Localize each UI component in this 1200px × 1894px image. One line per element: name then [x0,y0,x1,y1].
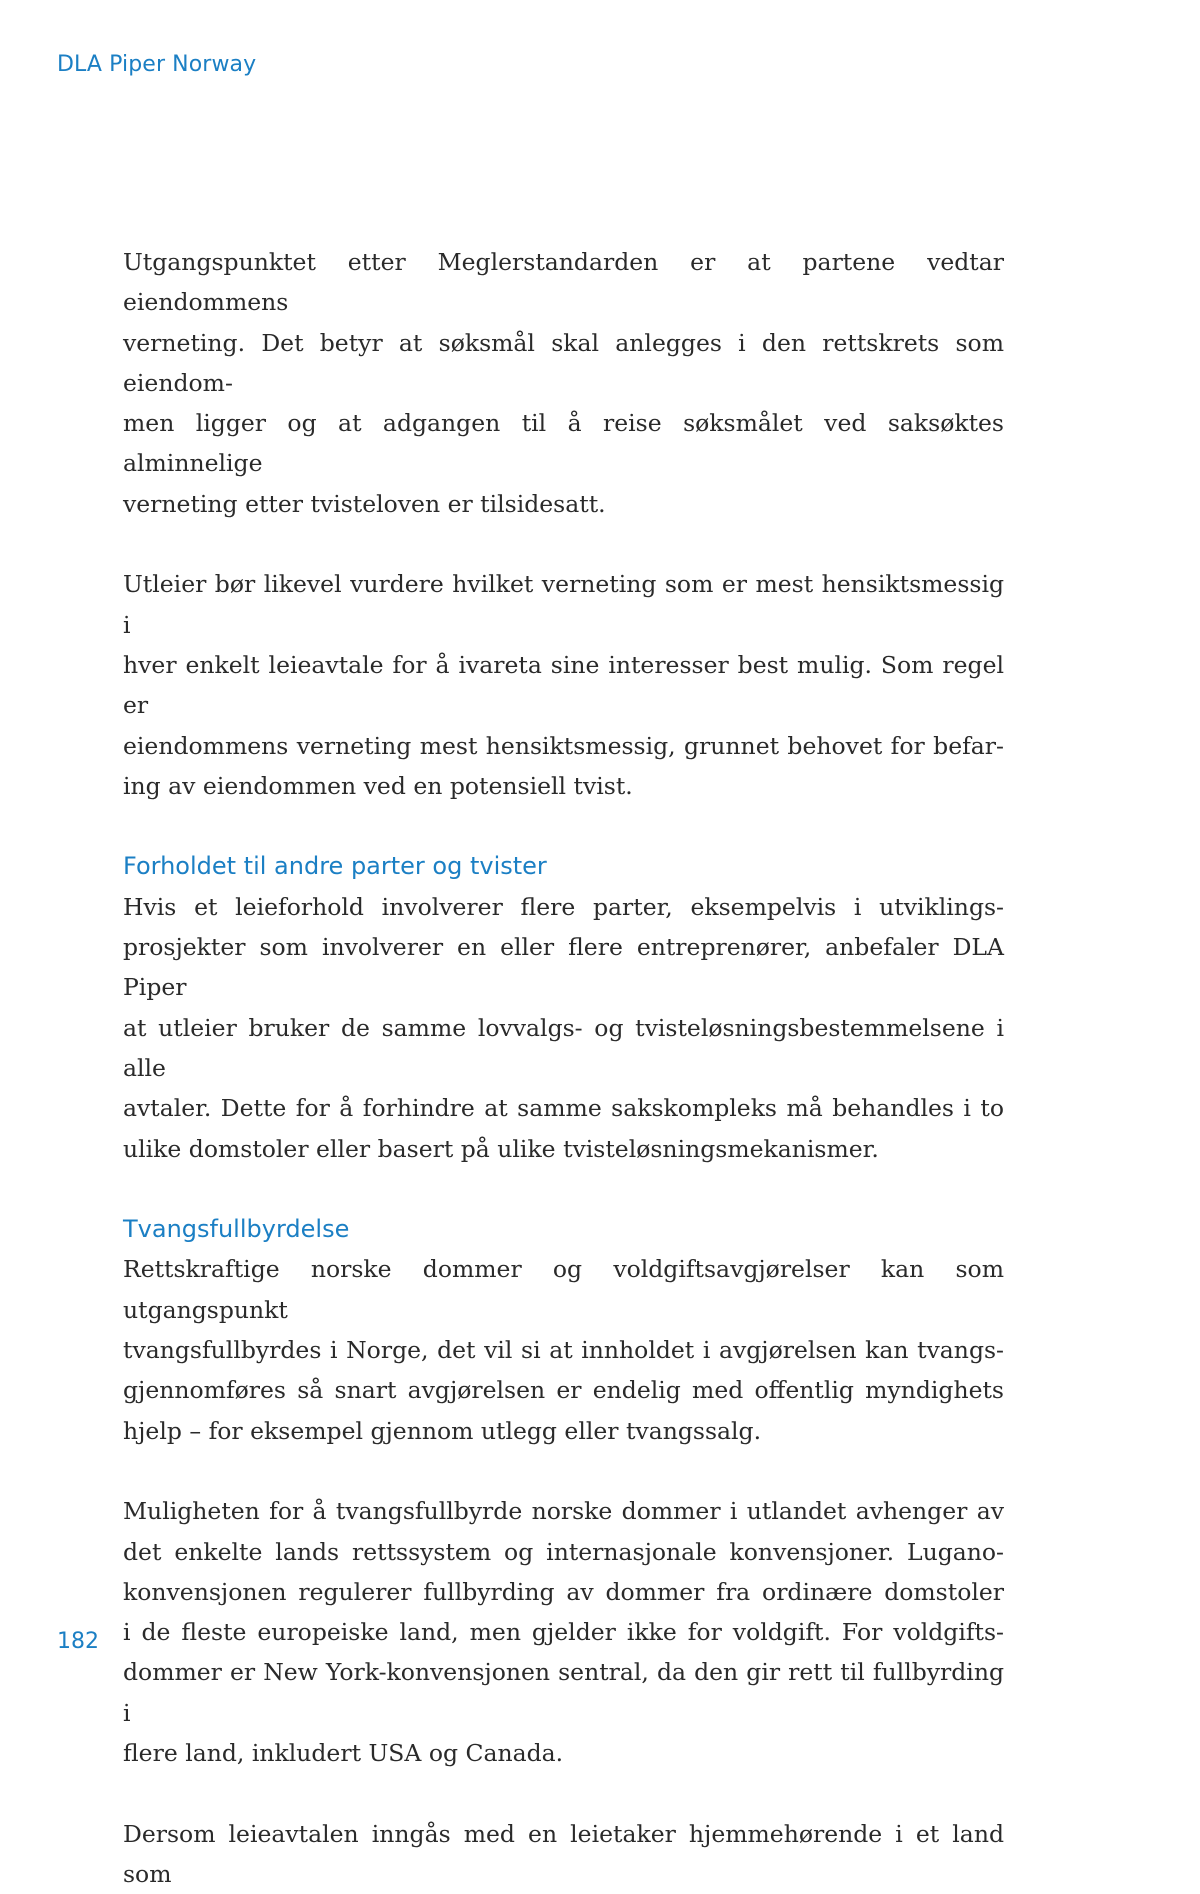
paragraph-gap [123,1773,1004,1813]
text-line: men ligger og at adgangen til å reise søksmålet ved saksøktes alminnelige [123,409,1004,478]
body-text [123,242,1004,1894]
text-line: i de fleste europeiske land, men gjelder ikke for voldgift. For voldgifts- [123,1618,1004,1647]
text-line: Rettskraftige norske dommer og voldgiftsavgjørelser kan som utgangspunkt [123,1255,1004,1324]
text-line: verneting. Det betyr at søksmål skal anlegges i den rettskrets som eiendom- [123,328,1004,397]
text-line: hjelp – for eksempel gjennom utlegg eller tvangssalg. [123,1416,762,1445]
text-line: flere land, inkludert USA og Canada. [123,1738,564,1767]
section-heading-andre-parter: Forholdet til andre parter og tvister [123,852,547,881]
text-line: prosjekter som involverer en eller flere entreprenører, anbefaler DLA Piper [123,933,1004,1002]
text-line: Muligheten for å tvangsfullbyrde norske dommer i utlandet avhenger av [123,1497,1004,1526]
text-line: det enkelte lands rettssystem og internasjonale konvensjoner. Lugano- [123,1537,1004,1566]
paragraph-hensiktsmessig [123,564,1004,806]
paragraph-utlandet [123,1491,1004,1773]
text-line: avtaler. Dette for å forhindre at samme sakskompleks må behandles i to [123,1094,1004,1123]
text-line: verneting etter tvisteloven er tilsidesatt. [123,489,606,518]
text-line: eiendommens verneting mest hensiktsmessig, grunnet behovet for befar- [123,731,1004,760]
running-header: DLA Piper Norway [57,52,257,77]
paragraph-andre-parter [123,887,1004,1169]
paragraph-gap [123,806,1004,846]
paragraph-gap [123,1169,1004,1209]
section-heading-tvangsfullbyrdelse: Tvangsfullbyrdelse [123,1215,350,1244]
text-line: Hvis et leieforhold involverer flere parter, eksempelvis i utviklings- [123,892,1004,921]
text-line: dommer er New York-konvensjonen sentral, da den gir rett til fullbyrding i [123,1658,1004,1727]
text-line: konvensjonen regulerer fullbyrding av dommer fra ordinære domstoler [123,1577,1004,1606]
text-line: ulike domstoler eller basert på ulike tvisteløsningsmekanismer. [123,1134,879,1163]
paragraph-verneting [123,242,1004,524]
text-line: gjennomføres så snart avgjørelsen er endelig med offentlig myndighets [123,1376,1004,1405]
paragraph-gap [123,524,1004,564]
page-number: 182 [57,1629,99,1654]
paragraph-gap [123,1451,1004,1491]
paragraph-tvangsfullbyrdelse [123,1249,1004,1450]
text-line: Utgangspunktet etter Meglerstandarden er at partene vedtar eiendommens [123,248,1004,317]
text-line: ing av eiendommen ved en potensiell tvist. [123,771,633,800]
text-line: at utleier bruker de samme lovvalgs- og tvisteløsningsbestemmelsene i alle [123,1013,1004,1082]
paragraph-leietaker [123,1814,1004,1894]
text-line: Dersom leieavtalen inngås med en leietaker hjemmehørende i et land som [123,1819,1004,1888]
text-line: tvangsfullbyrdes i Norge, det vil si at innholdet i avgjørelsen kan tvangs- [123,1336,1004,1365]
text-line: hver enkelt leieavtale for å ivareta sine interesser best mulig. Som regel er [123,650,1004,720]
text-line: Utleier bør likevel vurdere hvilket verneting som er mest hensiktsmessig i [123,570,1004,639]
